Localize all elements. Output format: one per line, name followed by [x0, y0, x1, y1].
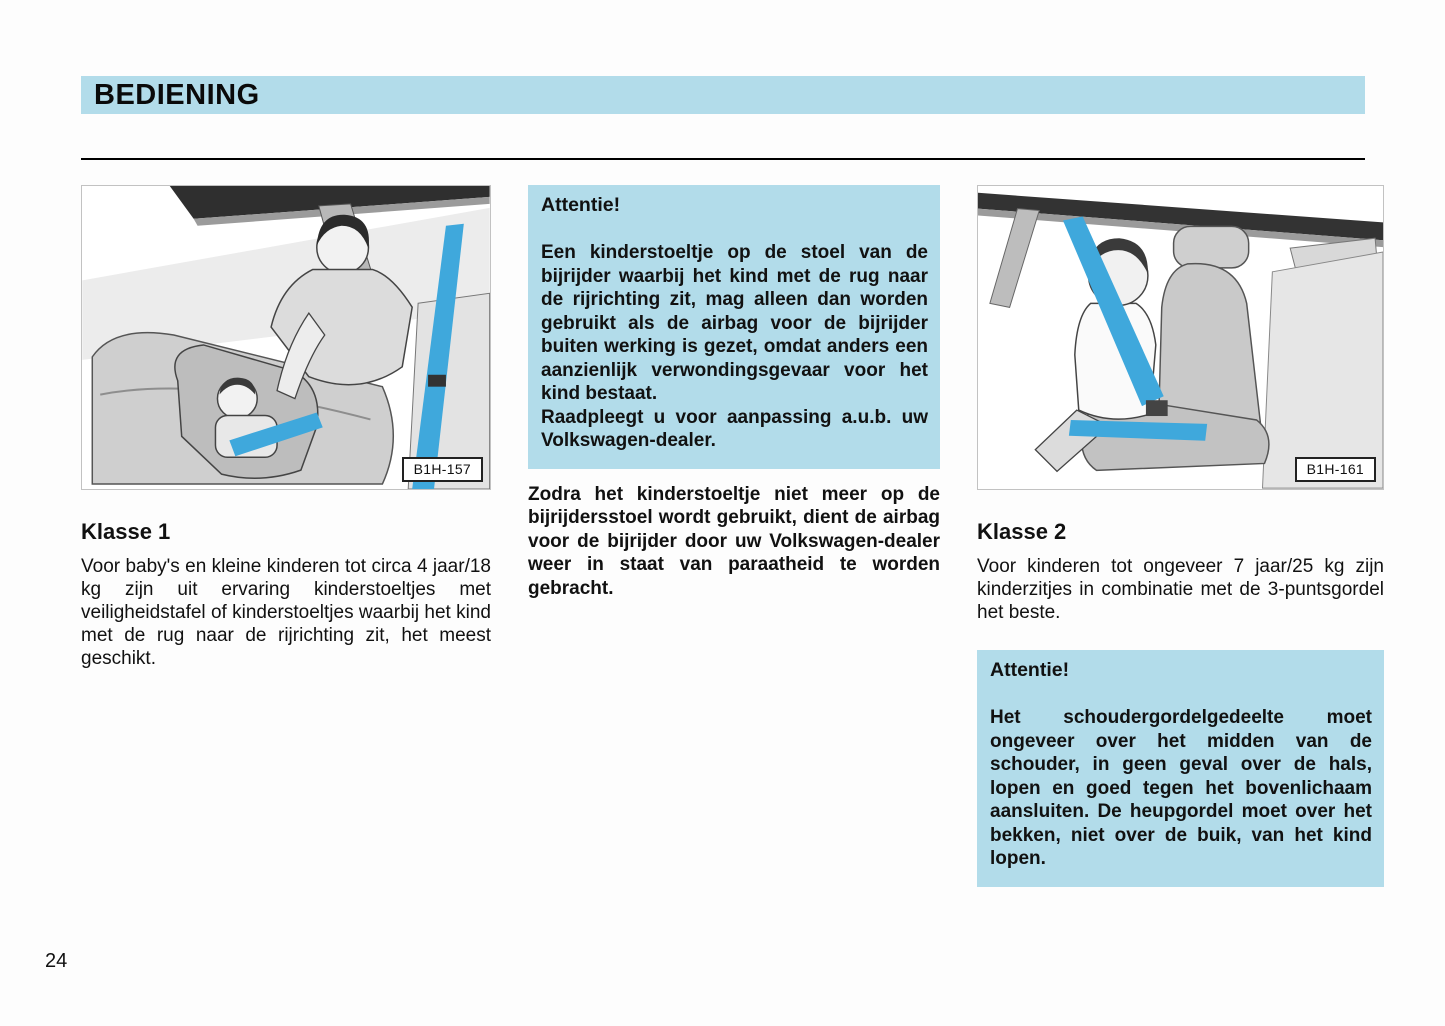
page-content — [81, 185, 1384, 887]
column-right — [977, 185, 1384, 887]
figure-klasse-1 — [81, 185, 491, 490]
figure-code-badge: B1H-161 — [1295, 457, 1376, 482]
attention-belt-paragraph: Het schoudergordelgedeelte moet ongeveer over het midden van de schouder, in geen geval over de hals, lopen en goed tegen het bovenlichaam aansluiten. De heupgordel moet over het bekken, niet over de buik, van het kind lopen. — [990, 707, 1372, 869]
attention-box-airbag — [528, 185, 940, 469]
column-left — [81, 185, 491, 887]
rear-child-seat-illustration — [82, 186, 490, 489]
klasse-2-paragraph: Voor kinderen tot ongeveer 7 jaar/25 kg zijn kinderzitjes in combinatie met de 3-puntsgordel het beste. — [977, 556, 1384, 623]
figure-code-badge: B1H-157 — [402, 457, 483, 482]
attention-title: Attentie! — [541, 194, 621, 216]
attention-paragraph-2: Raadpleegt u voor aanpassing a.u.b. uw Volkswagen-dealer. — [541, 406, 928, 451]
page-number: 24 — [45, 950, 68, 972]
klasse-2-heading: Klasse 2 — [977, 519, 1067, 544]
page-title: BEDIENING — [94, 78, 260, 111]
column-middle — [528, 185, 940, 887]
attention-title: Attentie! — [990, 659, 1070, 681]
horizontal-divider — [81, 158, 1365, 160]
klasse-1-paragraph: Voor baby's en kleine kinderen tot circa 4 jaar/18 kg zijn uit ervaring kinderstoeltjes met veiligheidstafel of kinderstoeltjes waarbij het kind met de rug naar de rijrichting zit, het meest geschikt. — [81, 556, 491, 669]
child-booster-seat-illustration — [978, 186, 1383, 489]
attention-paragraph-1: Een kinderstoeltje op de stoel van de bijrijder waarbij het kind met de rug naar de rijrichting zit, mag alleen dan worden gebruikt als de airbag voor de bijrijder buiten werking is gezet, omdat anders een aanzienlijk verwondingsgevaar voor het kind bestaat. — [541, 242, 928, 404]
airbag-restore-paragraph: Zodra het kinderstoeltje niet meer op de bijrijdersstoel wordt gebruikt, dient de airbag voor de bijrijder door uw Volkswagen-dealer weer in staat van paraatheid te worden gebracht. — [528, 483, 940, 599]
attention-box-belt — [977, 650, 1384, 887]
klasse-1-heading: Klasse 1 — [81, 519, 171, 544]
figure-klasse-2 — [977, 185, 1384, 490]
section-header-banner — [81, 76, 1365, 114]
